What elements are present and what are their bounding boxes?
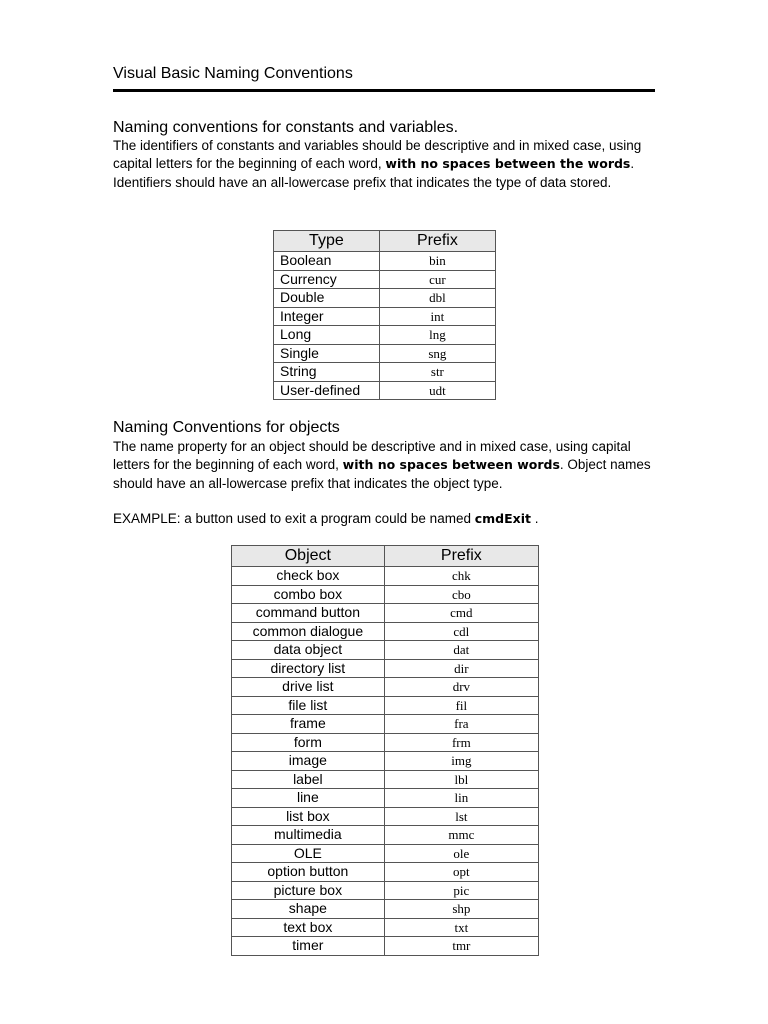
table-row — [232, 826, 539, 845]
title-underline — [113, 89, 655, 92]
type-prefix-table — [273, 230, 496, 400]
table-row — [232, 715, 539, 734]
name-cell: Currency — [274, 270, 380, 289]
table-row — [232, 789, 539, 808]
prefix-cell: cur — [379, 270, 495, 289]
column-header-type: Type — [274, 231, 380, 252]
name-cell: file list — [232, 696, 385, 715]
prefix-cell: opt — [384, 863, 538, 882]
paragraph-text: The identifiers of constants and variables should be descriptive and in mixed case, using capital letters for the beginning of each word, — [113, 138, 642, 172]
table-row — [232, 678, 539, 697]
table-row — [232, 641, 539, 660]
prefix-cell: tmr — [384, 937, 538, 956]
example-text: . — [530, 511, 539, 526]
prefix-cell: str — [379, 363, 495, 382]
table-row — [232, 752, 539, 771]
table-row — [232, 696, 539, 715]
constants-variables-paragraph — [113, 137, 658, 192]
paragraph-text: The name property for an object should be descriptive and in mixed case, using capital letters for the beginning of each word, — [113, 439, 631, 473]
name-cell: timer — [232, 937, 385, 956]
table-row — [274, 363, 496, 382]
prefix-cell: pic — [384, 881, 538, 900]
name-cell: text box — [232, 918, 385, 937]
prefix-cell: lst — [384, 807, 538, 826]
prefix-cell: dir — [384, 659, 538, 678]
name-cell: line — [232, 789, 385, 808]
prefix-cell: mmc — [384, 826, 538, 845]
prefix-cell: sng — [379, 344, 495, 363]
prefix-cell: drv — [384, 678, 538, 697]
paragraph-emphasis: with no spaces between words — [342, 457, 560, 473]
prefix-cell: lng — [379, 326, 495, 345]
table-row — [232, 918, 539, 937]
table-row — [274, 344, 496, 363]
name-cell: check box — [232, 567, 385, 586]
name-cell: combo box — [232, 585, 385, 604]
prefix-cell: frm — [384, 733, 538, 752]
prefix-cell: dat — [384, 641, 538, 660]
name-cell: drive list — [232, 678, 385, 697]
name-cell: picture box — [232, 881, 385, 900]
table-row — [274, 326, 496, 345]
prefix-cell: fil — [384, 696, 538, 715]
prefix-cell: cbo — [384, 585, 538, 604]
table-row — [232, 807, 539, 826]
name-cell: Long — [274, 326, 380, 345]
example-text: EXAMPLE: a button used to exit a program could be named — [113, 511, 475, 526]
table-row — [232, 733, 539, 752]
name-cell: OLE — [232, 844, 385, 863]
table-row — [232, 770, 539, 789]
prefix-cell: dbl — [379, 289, 495, 308]
constants-variables-heading: Naming conventions for constants and variables. — [113, 119, 459, 136]
name-cell: common dialogue — [232, 622, 385, 641]
prefix-cell: cdl — [384, 622, 538, 641]
name-cell: Double — [274, 289, 380, 308]
paragraph-emphasis: with no spaces between the words — [385, 156, 631, 172]
name-cell: Boolean — [274, 252, 380, 271]
prefix-cell: shp — [384, 900, 538, 919]
prefix-cell: bin — [379, 252, 495, 271]
name-cell: directory list — [232, 659, 385, 678]
table-header-row — [274, 231, 496, 252]
table-row — [232, 900, 539, 919]
prefix-cell: cmd — [384, 604, 538, 623]
prefix-cell: img — [384, 752, 538, 771]
name-cell: data object — [232, 641, 385, 660]
column-header-prefix: Prefix — [379, 231, 495, 252]
example-name: cmdExit — [474, 511, 531, 526]
table-row — [232, 604, 539, 623]
object-prefix-table — [231, 545, 539, 956]
prefix-cell: lbl — [384, 770, 538, 789]
table-row — [232, 844, 539, 863]
name-cell: list box — [232, 807, 385, 826]
table-row — [274, 270, 496, 289]
name-cell: Integer — [274, 307, 380, 326]
name-cell: option button — [232, 863, 385, 882]
name-cell: shape — [232, 900, 385, 919]
example-paragraph — [113, 510, 658, 528]
prefix-cell: int — [379, 307, 495, 326]
objects-paragraph — [113, 438, 658, 493]
name-cell: String — [274, 363, 380, 382]
name-cell: multimedia — [232, 826, 385, 845]
name-cell: frame — [232, 715, 385, 734]
prefix-cell: ole — [384, 844, 538, 863]
name-cell: command button — [232, 604, 385, 623]
table-row — [232, 622, 539, 641]
column-header-prefix: Prefix — [384, 546, 538, 567]
table-row — [232, 881, 539, 900]
prefix-cell: lin — [384, 789, 538, 808]
prefix-cell: fra — [384, 715, 538, 734]
name-cell: form — [232, 733, 385, 752]
table-row — [232, 863, 539, 882]
table-row — [232, 659, 539, 678]
table-row — [274, 252, 496, 271]
objects-heading: Naming Conventions for objects — [113, 419, 340, 436]
table-row — [274, 381, 496, 400]
name-cell: label — [232, 770, 385, 789]
name-cell: User-defined — [274, 381, 380, 400]
name-cell: image — [232, 752, 385, 771]
table-row — [232, 585, 539, 604]
column-header-object: Object — [232, 546, 385, 567]
table-row — [274, 289, 496, 308]
prefix-cell: txt — [384, 918, 538, 937]
table-row — [232, 567, 539, 586]
table-row — [232, 937, 539, 956]
document-title: Visual Basic Naming Conventions — [113, 65, 353, 82]
name-cell: Single — [274, 344, 380, 363]
table-row — [274, 307, 496, 326]
paragraph-text: . Identifiers should have an all-lowercase prefix that indicates the type of data stored. — [113, 156, 635, 190]
table-header-row — [232, 546, 539, 567]
prefix-cell: chk — [384, 567, 538, 586]
prefix-cell: udt — [379, 381, 495, 400]
paragraph-text: . Object names should have an all-lowercase prefix that indicates the object type. — [113, 457, 651, 491]
